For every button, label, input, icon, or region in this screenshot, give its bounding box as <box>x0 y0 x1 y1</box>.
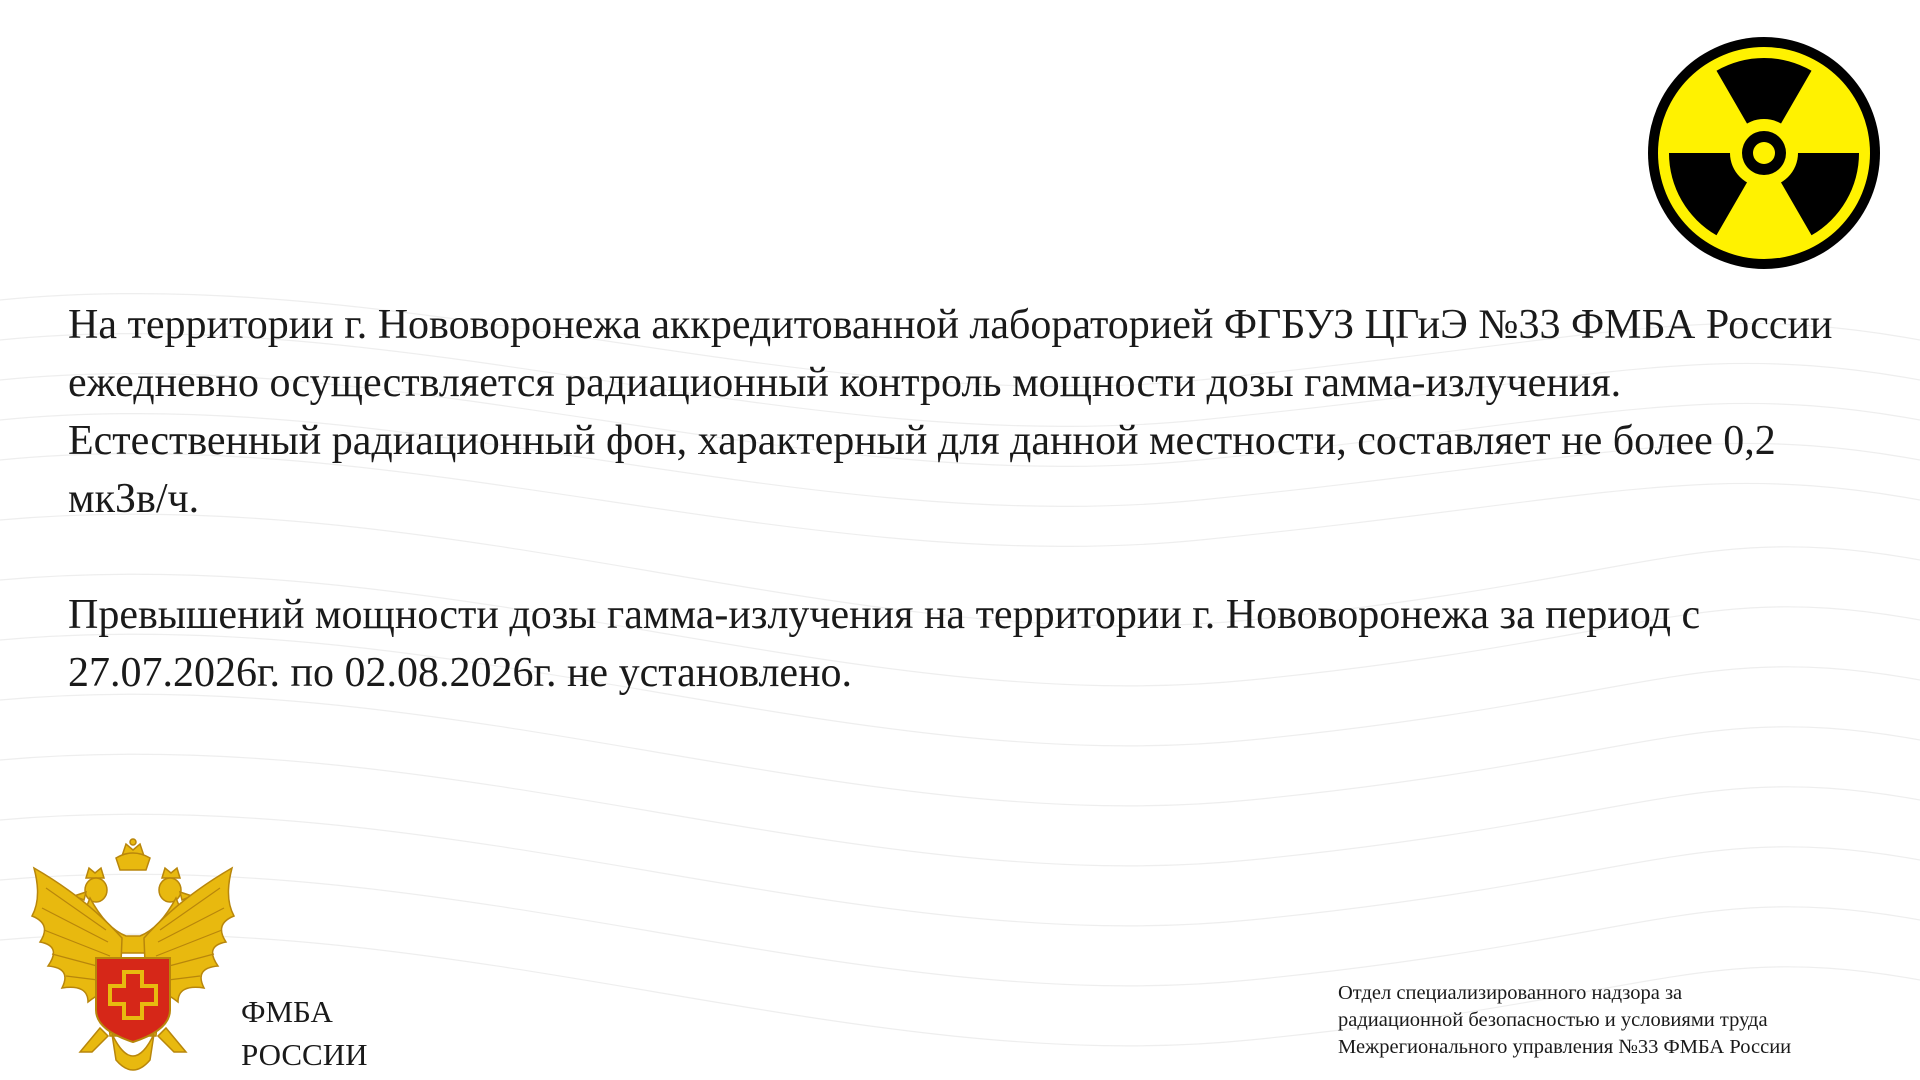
radiation-trefoil-icon <box>1644 33 1884 273</box>
org-name-line-1: ФМБА <box>241 994 333 1029</box>
org-name <box>241 990 368 1076</box>
paragraph-background-level: Естественный радиационный фон, характерный для данной местности, составляет не более 0,2 мкЗв/ч. <box>68 418 1776 522</box>
main-text <box>68 296 1868 702</box>
double-headed-eagle-emblem-icon <box>26 838 240 1080</box>
paragraph-gap <box>68 528 1868 586</box>
org-name-line-2: РОССИИ <box>241 1037 368 1072</box>
department-caption <box>1338 980 1898 1061</box>
paragraph-monitoring: На территории г. Нововоронежа аккредитованной лабораторией ФГБУЗ ЦГиЭ №33 ФМБА России ежедневно осуществляется радиационный контроль мощности дозы гамма-излучения. <box>68 302 1833 406</box>
department-line-3: Межрегионального управления №33 ФМБА России <box>1338 1036 1792 1058</box>
department-line-1: Отдел специализированного надзора за <box>1338 982 1683 1004</box>
department-line-2: радиационной безопасностью и условиями труда <box>1338 1009 1768 1031</box>
paragraph-no-exceedances: Превышений мощности дозы гамма-излучения на территории г. Нововоронежа за период с 27.07.2026г. по 02.08.2026г. не установлено. <box>68 592 1701 696</box>
